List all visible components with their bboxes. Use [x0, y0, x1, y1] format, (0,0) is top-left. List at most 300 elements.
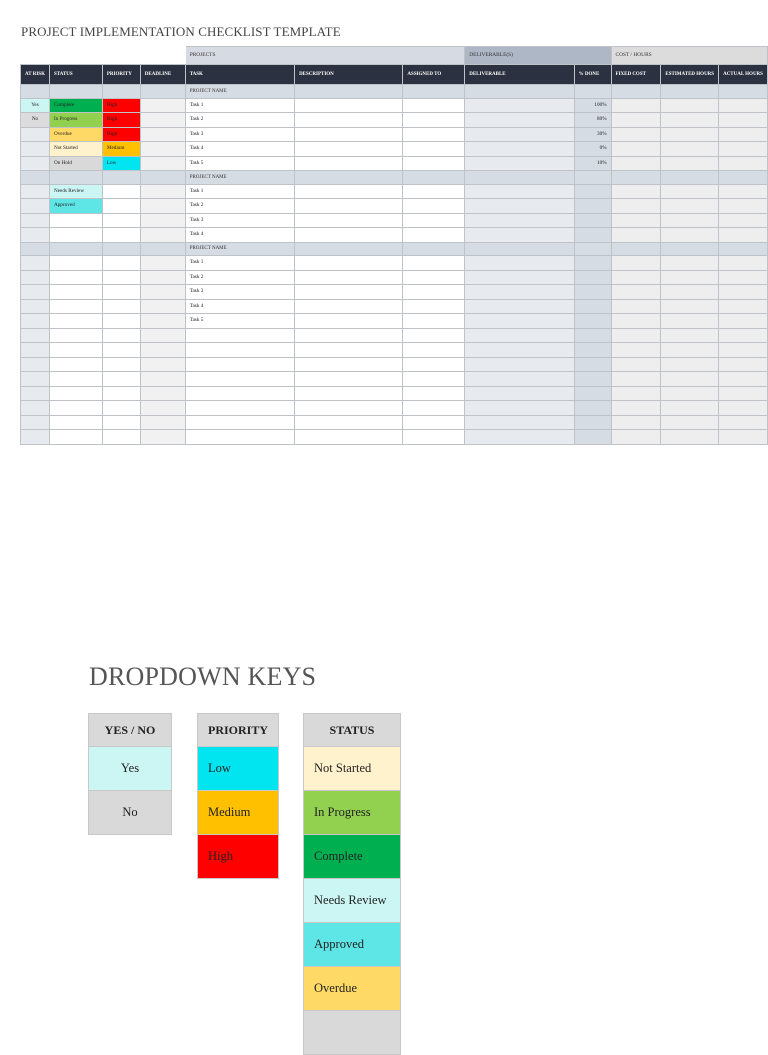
percent-done-cell[interactable] — [574, 256, 611, 271]
table-cell[interactable] — [661, 386, 719, 401]
task-cell[interactable]: Task 2 — [185, 113, 294, 128]
table-cell[interactable] — [295, 401, 403, 416]
table-cell[interactable] — [661, 213, 719, 228]
table-cell[interactable] — [295, 270, 403, 285]
table-cell[interactable] — [611, 98, 661, 113]
table-cell[interactable] — [295, 430, 403, 445]
table-cell[interactable] — [465, 213, 574, 228]
table-cell[interactable] — [574, 343, 611, 358]
table-cell[interactable] — [403, 228, 465, 243]
at-risk-cell[interactable] — [21, 213, 50, 228]
table-cell[interactable] — [465, 228, 574, 243]
status-cell[interactable]: Approved — [49, 199, 102, 214]
table-cell[interactable] — [185, 415, 294, 430]
table-cell[interactable] — [403, 401, 465, 416]
table-cell[interactable] — [49, 343, 102, 358]
table-cell[interactable] — [611, 270, 661, 285]
priority-cell[interactable] — [102, 199, 140, 214]
table-cell[interactable] — [403, 142, 465, 157]
table-cell[interactable] — [403, 156, 465, 171]
at-risk-cell[interactable] — [21, 299, 50, 314]
task-cell[interactable]: Task 2 — [185, 199, 294, 214]
table-cell[interactable] — [140, 256, 185, 271]
table-cell[interactable] — [403, 256, 465, 271]
at-risk-cell[interactable] — [21, 184, 50, 199]
percent-done-cell[interactable] — [574, 314, 611, 329]
table-cell[interactable] — [403, 299, 465, 314]
table-cell[interactable] — [719, 415, 768, 430]
status-cell[interactable] — [49, 256, 102, 271]
percent-done-cell[interactable] — [574, 270, 611, 285]
table-cell[interactable] — [21, 415, 50, 430]
priority-cell[interactable]: High — [102, 113, 140, 128]
priority-cell[interactable] — [102, 270, 140, 285]
table-cell[interactable] — [719, 299, 768, 314]
table-cell[interactable] — [661, 343, 719, 358]
task-cell[interactable]: Task 1 — [185, 98, 294, 113]
table-cell[interactable] — [611, 430, 661, 445]
project-name-cell[interactable]: PROJECT NAME — [185, 85, 294, 99]
table-cell[interactable] — [611, 156, 661, 171]
table-cell[interactable] — [719, 401, 768, 416]
at-risk-cell[interactable] — [21, 199, 50, 214]
table-cell[interactable] — [719, 199, 768, 214]
table-cell[interactable] — [661, 171, 719, 185]
table-cell[interactable] — [140, 357, 185, 372]
table-cell[interactable] — [719, 372, 768, 387]
percent-done-cell[interactable] — [574, 184, 611, 199]
table-cell[interactable] — [140, 113, 185, 128]
table-cell[interactable] — [611, 299, 661, 314]
table-cell[interactable] — [719, 127, 768, 142]
task-cell[interactable]: Task 4 — [185, 299, 294, 314]
table-cell[interactable] — [403, 314, 465, 329]
table-cell[interactable] — [465, 285, 574, 300]
status-cell[interactable]: Not Started — [49, 142, 102, 157]
table-cell[interactable] — [719, 171, 768, 185]
table-cell[interactable] — [403, 328, 465, 343]
table-cell[interactable] — [295, 171, 403, 185]
table-cell[interactable] — [49, 171, 102, 185]
table-cell[interactable] — [465, 98, 574, 113]
table-cell[interactable] — [403, 184, 465, 199]
table-cell[interactable] — [140, 171, 185, 185]
table-cell[interactable] — [403, 213, 465, 228]
table-cell[interactable] — [661, 401, 719, 416]
table-cell[interactable] — [49, 430, 102, 445]
table-cell[interactable] — [611, 228, 661, 243]
table-cell[interactable] — [719, 184, 768, 199]
table-cell[interactable] — [295, 372, 403, 387]
table-cell[interactable] — [661, 156, 719, 171]
table-cell[interactable] — [465, 430, 574, 445]
table-cell[interactable] — [185, 372, 294, 387]
table-cell[interactable] — [49, 357, 102, 372]
table-cell[interactable] — [661, 242, 719, 256]
percent-done-cell[interactable] — [574, 228, 611, 243]
table-cell[interactable] — [465, 142, 574, 157]
table-cell[interactable] — [49, 401, 102, 416]
at-risk-cell[interactable] — [21, 314, 50, 329]
status-cell[interactable]: Overdue — [49, 127, 102, 142]
table-cell[interactable] — [465, 156, 574, 171]
percent-done-cell[interactable]: 10% — [574, 156, 611, 171]
table-cell[interactable] — [140, 156, 185, 171]
table-cell[interactable] — [661, 199, 719, 214]
status-cell[interactable]: In Progress — [49, 113, 102, 128]
table-cell[interactable] — [661, 127, 719, 142]
table-cell[interactable] — [49, 328, 102, 343]
at-risk-cell[interactable] — [21, 142, 50, 157]
percent-done-cell[interactable] — [574, 199, 611, 214]
table-cell[interactable] — [465, 401, 574, 416]
table-cell[interactable] — [574, 430, 611, 445]
status-cell[interactable] — [49, 299, 102, 314]
table-cell[interactable] — [403, 127, 465, 142]
table-cell[interactable] — [465, 299, 574, 314]
status-cell[interactable] — [49, 314, 102, 329]
table-cell[interactable] — [465, 386, 574, 401]
table-cell[interactable] — [295, 199, 403, 214]
table-cell[interactable] — [21, 242, 50, 256]
table-cell[interactable] — [465, 127, 574, 142]
table-cell[interactable] — [661, 98, 719, 113]
table-cell[interactable] — [611, 171, 661, 185]
task-cell[interactable]: Task 3 — [185, 213, 294, 228]
table-cell[interactable] — [295, 343, 403, 358]
table-cell[interactable] — [295, 415, 403, 430]
percent-done-cell[interactable]: 80% — [574, 113, 611, 128]
table-cell[interactable] — [295, 256, 403, 271]
task-cell[interactable]: Task 4 — [185, 228, 294, 243]
table-cell[interactable] — [102, 171, 140, 185]
table-cell[interactable] — [295, 142, 403, 157]
table-cell[interactable] — [661, 430, 719, 445]
table-cell[interactable] — [403, 386, 465, 401]
table-cell[interactable] — [719, 85, 768, 99]
table-cell[interactable] — [611, 142, 661, 157]
table-cell[interactable] — [719, 113, 768, 128]
table-cell[interactable] — [611, 314, 661, 329]
table-cell[interactable] — [611, 213, 661, 228]
table-cell[interactable] — [140, 270, 185, 285]
table-cell[interactable] — [611, 357, 661, 372]
table-cell[interactable] — [140, 401, 185, 416]
table-cell[interactable] — [465, 85, 574, 99]
table-cell[interactable] — [185, 343, 294, 358]
table-cell[interactable] — [661, 328, 719, 343]
table-cell[interactable] — [574, 372, 611, 387]
task-cell[interactable]: Task 5 — [185, 314, 294, 329]
table-cell[interactable] — [661, 372, 719, 387]
table-cell[interactable] — [661, 85, 719, 99]
table-cell[interactable] — [719, 142, 768, 157]
table-cell[interactable] — [403, 85, 465, 99]
table-cell[interactable] — [465, 256, 574, 271]
status-cell[interactable] — [49, 213, 102, 228]
table-cell[interactable] — [49, 386, 102, 401]
table-cell[interactable] — [611, 256, 661, 271]
table-cell[interactable] — [719, 314, 768, 329]
task-cell[interactable]: Task 2 — [185, 270, 294, 285]
table-cell[interactable] — [574, 171, 611, 185]
table-cell[interactable] — [102, 343, 140, 358]
percent-done-cell[interactable]: 100% — [574, 98, 611, 113]
table-cell[interactable] — [21, 171, 50, 185]
table-cell[interactable] — [140, 343, 185, 358]
table-cell[interactable] — [465, 242, 574, 256]
table-cell[interactable] — [102, 85, 140, 99]
table-cell[interactable] — [611, 401, 661, 416]
table-cell[interactable] — [140, 85, 185, 99]
table-cell[interactable] — [611, 415, 661, 430]
table-cell[interactable] — [465, 328, 574, 343]
table-cell[interactable] — [465, 199, 574, 214]
table-cell[interactable] — [21, 401, 50, 416]
table-cell[interactable] — [403, 372, 465, 387]
table-cell[interactable] — [102, 357, 140, 372]
status-cell[interactable]: Complete — [49, 98, 102, 113]
priority-cell[interactable] — [102, 213, 140, 228]
table-cell[interactable] — [574, 386, 611, 401]
table-cell[interactable] — [661, 142, 719, 157]
table-cell[interactable] — [140, 314, 185, 329]
table-cell[interactable] — [403, 415, 465, 430]
table-cell[interactable] — [185, 386, 294, 401]
table-cell[interactable] — [49, 242, 102, 256]
table-cell[interactable] — [661, 299, 719, 314]
at-risk-cell[interactable]: No — [21, 113, 50, 128]
table-cell[interactable] — [185, 328, 294, 343]
table-cell[interactable] — [140, 430, 185, 445]
table-cell[interactable] — [719, 343, 768, 358]
table-cell[interactable] — [574, 357, 611, 372]
table-cell[interactable] — [403, 357, 465, 372]
table-cell[interactable] — [102, 328, 140, 343]
at-risk-cell[interactable] — [21, 270, 50, 285]
table-cell[interactable] — [102, 430, 140, 445]
table-cell[interactable] — [719, 357, 768, 372]
table-cell[interactable] — [140, 285, 185, 300]
percent-done-cell[interactable]: 30% — [574, 127, 611, 142]
table-cell[interactable] — [140, 415, 185, 430]
table-cell[interactable] — [574, 85, 611, 99]
table-cell[interactable] — [719, 430, 768, 445]
status-cell[interactable] — [49, 228, 102, 243]
status-cell[interactable] — [49, 285, 102, 300]
table-cell[interactable] — [49, 85, 102, 99]
table-cell[interactable] — [403, 171, 465, 185]
table-cell[interactable] — [611, 372, 661, 387]
table-cell[interactable] — [403, 343, 465, 358]
project-name-cell[interactable]: PROJECT NAME — [185, 242, 294, 256]
table-cell[interactable] — [611, 285, 661, 300]
table-cell[interactable] — [611, 386, 661, 401]
table-cell[interactable] — [661, 357, 719, 372]
table-cell[interactable] — [21, 343, 50, 358]
table-cell[interactable] — [403, 199, 465, 214]
table-cell[interactable] — [21, 85, 50, 99]
table-cell[interactable] — [140, 98, 185, 113]
table-cell[interactable] — [403, 242, 465, 256]
task-cell[interactable]: Task 3 — [185, 285, 294, 300]
table-cell[interactable] — [102, 386, 140, 401]
table-cell[interactable] — [140, 184, 185, 199]
task-cell[interactable]: Task 5 — [185, 156, 294, 171]
table-cell[interactable] — [465, 415, 574, 430]
table-cell[interactable] — [661, 285, 719, 300]
project-name-cell[interactable]: PROJECT NAME — [185, 171, 294, 185]
table-cell[interactable] — [661, 184, 719, 199]
table-cell[interactable] — [611, 343, 661, 358]
at-risk-cell[interactable]: Yes — [21, 98, 50, 113]
table-cell[interactable] — [465, 113, 574, 128]
percent-done-cell[interactable] — [574, 213, 611, 228]
table-cell[interactable] — [719, 386, 768, 401]
table-cell[interactable] — [295, 184, 403, 199]
at-risk-cell[interactable] — [21, 156, 50, 171]
priority-cell[interactable]: High — [102, 127, 140, 142]
table-cell[interactable] — [661, 113, 719, 128]
table-cell[interactable] — [102, 242, 140, 256]
table-cell[interactable] — [102, 372, 140, 387]
table-cell[interactable] — [661, 256, 719, 271]
table-cell[interactable] — [465, 171, 574, 185]
priority-cell[interactable] — [102, 184, 140, 199]
table-cell[interactable] — [465, 184, 574, 199]
table-cell[interactable] — [574, 415, 611, 430]
table-cell[interactable] — [661, 228, 719, 243]
table-cell[interactable] — [465, 357, 574, 372]
priority-cell[interactable] — [102, 314, 140, 329]
table-cell[interactable] — [719, 228, 768, 243]
table-cell[interactable] — [611, 113, 661, 128]
table-cell[interactable] — [295, 386, 403, 401]
table-cell[interactable] — [719, 328, 768, 343]
table-cell[interactable] — [403, 113, 465, 128]
table-cell[interactable] — [185, 357, 294, 372]
table-cell[interactable] — [719, 98, 768, 113]
table-cell[interactable] — [661, 314, 719, 329]
table-cell[interactable] — [295, 228, 403, 243]
table-cell[interactable] — [102, 415, 140, 430]
status-cell[interactable] — [49, 270, 102, 285]
at-risk-cell[interactable] — [21, 228, 50, 243]
table-cell[interactable] — [611, 85, 661, 99]
task-cell[interactable]: Task 3 — [185, 127, 294, 142]
table-cell[interactable] — [661, 270, 719, 285]
table-cell[interactable] — [295, 285, 403, 300]
table-cell[interactable] — [295, 328, 403, 343]
table-cell[interactable] — [719, 213, 768, 228]
table-cell[interactable] — [611, 242, 661, 256]
table-cell[interactable] — [140, 213, 185, 228]
priority-cell[interactable] — [102, 256, 140, 271]
table-cell[interactable] — [21, 372, 50, 387]
table-cell[interactable] — [295, 113, 403, 128]
priority-cell[interactable] — [102, 228, 140, 243]
priority-cell[interactable]: High — [102, 98, 140, 113]
at-risk-cell[interactable] — [21, 285, 50, 300]
table-cell[interactable] — [611, 328, 661, 343]
table-cell[interactable] — [403, 285, 465, 300]
table-cell[interactable] — [295, 314, 403, 329]
status-cell[interactable]: On Hold — [49, 156, 102, 171]
table-cell[interactable] — [21, 386, 50, 401]
table-cell[interactable] — [403, 430, 465, 445]
table-cell[interactable] — [140, 142, 185, 157]
table-cell[interactable] — [49, 415, 102, 430]
task-cell[interactable]: Task 1 — [185, 184, 294, 199]
table-cell[interactable] — [21, 328, 50, 343]
table-cell[interactable] — [465, 372, 574, 387]
table-cell[interactable] — [611, 199, 661, 214]
table-cell[interactable] — [719, 242, 768, 256]
percent-done-cell[interactable] — [574, 285, 611, 300]
priority-cell[interactable]: Medium — [102, 142, 140, 157]
table-cell[interactable] — [465, 270, 574, 285]
table-cell[interactable] — [574, 328, 611, 343]
table-cell[interactable] — [21, 430, 50, 445]
table-cell[interactable] — [185, 430, 294, 445]
percent-done-cell[interactable] — [574, 299, 611, 314]
table-cell[interactable] — [140, 386, 185, 401]
table-cell[interactable] — [295, 85, 403, 99]
priority-cell[interactable] — [102, 285, 140, 300]
table-cell[interactable] — [403, 270, 465, 285]
table-cell[interactable] — [185, 401, 294, 416]
table-cell[interactable] — [21, 357, 50, 372]
table-cell[interactable] — [295, 98, 403, 113]
table-cell[interactable] — [719, 256, 768, 271]
table-cell[interactable] — [140, 299, 185, 314]
table-cell[interactable] — [295, 213, 403, 228]
at-risk-cell[interactable] — [21, 127, 50, 142]
table-cell[interactable] — [574, 401, 611, 416]
priority-cell[interactable]: Low — [102, 156, 140, 171]
table-cell[interactable] — [295, 127, 403, 142]
table-cell[interactable] — [102, 401, 140, 416]
table-cell[interactable] — [574, 242, 611, 256]
table-cell[interactable] — [140, 127, 185, 142]
table-cell[interactable] — [719, 270, 768, 285]
table-cell[interactable] — [295, 357, 403, 372]
table-cell[interactable] — [295, 242, 403, 256]
table-cell[interactable] — [611, 127, 661, 142]
priority-cell[interactable] — [102, 299, 140, 314]
table-cell[interactable] — [140, 328, 185, 343]
table-cell[interactable] — [611, 184, 661, 199]
table-cell[interactable] — [295, 299, 403, 314]
table-cell[interactable] — [719, 156, 768, 171]
task-cell[interactable]: Task 4 — [185, 142, 294, 157]
table-cell[interactable] — [140, 228, 185, 243]
table-cell[interactable] — [140, 372, 185, 387]
table-cell[interactable] — [140, 242, 185, 256]
table-cell[interactable] — [295, 156, 403, 171]
table-cell[interactable] — [465, 343, 574, 358]
table-cell[interactable] — [140, 199, 185, 214]
table-cell[interactable] — [719, 285, 768, 300]
table-cell[interactable] — [661, 415, 719, 430]
status-cell[interactable]: Needs Review — [49, 184, 102, 199]
at-risk-cell[interactable] — [21, 256, 50, 271]
task-cell[interactable]: Task 1 — [185, 256, 294, 271]
table-cell[interactable] — [403, 98, 465, 113]
percent-done-cell[interactable]: 0% — [574, 142, 611, 157]
table-cell[interactable] — [49, 372, 102, 387]
table-cell[interactable] — [465, 314, 574, 329]
